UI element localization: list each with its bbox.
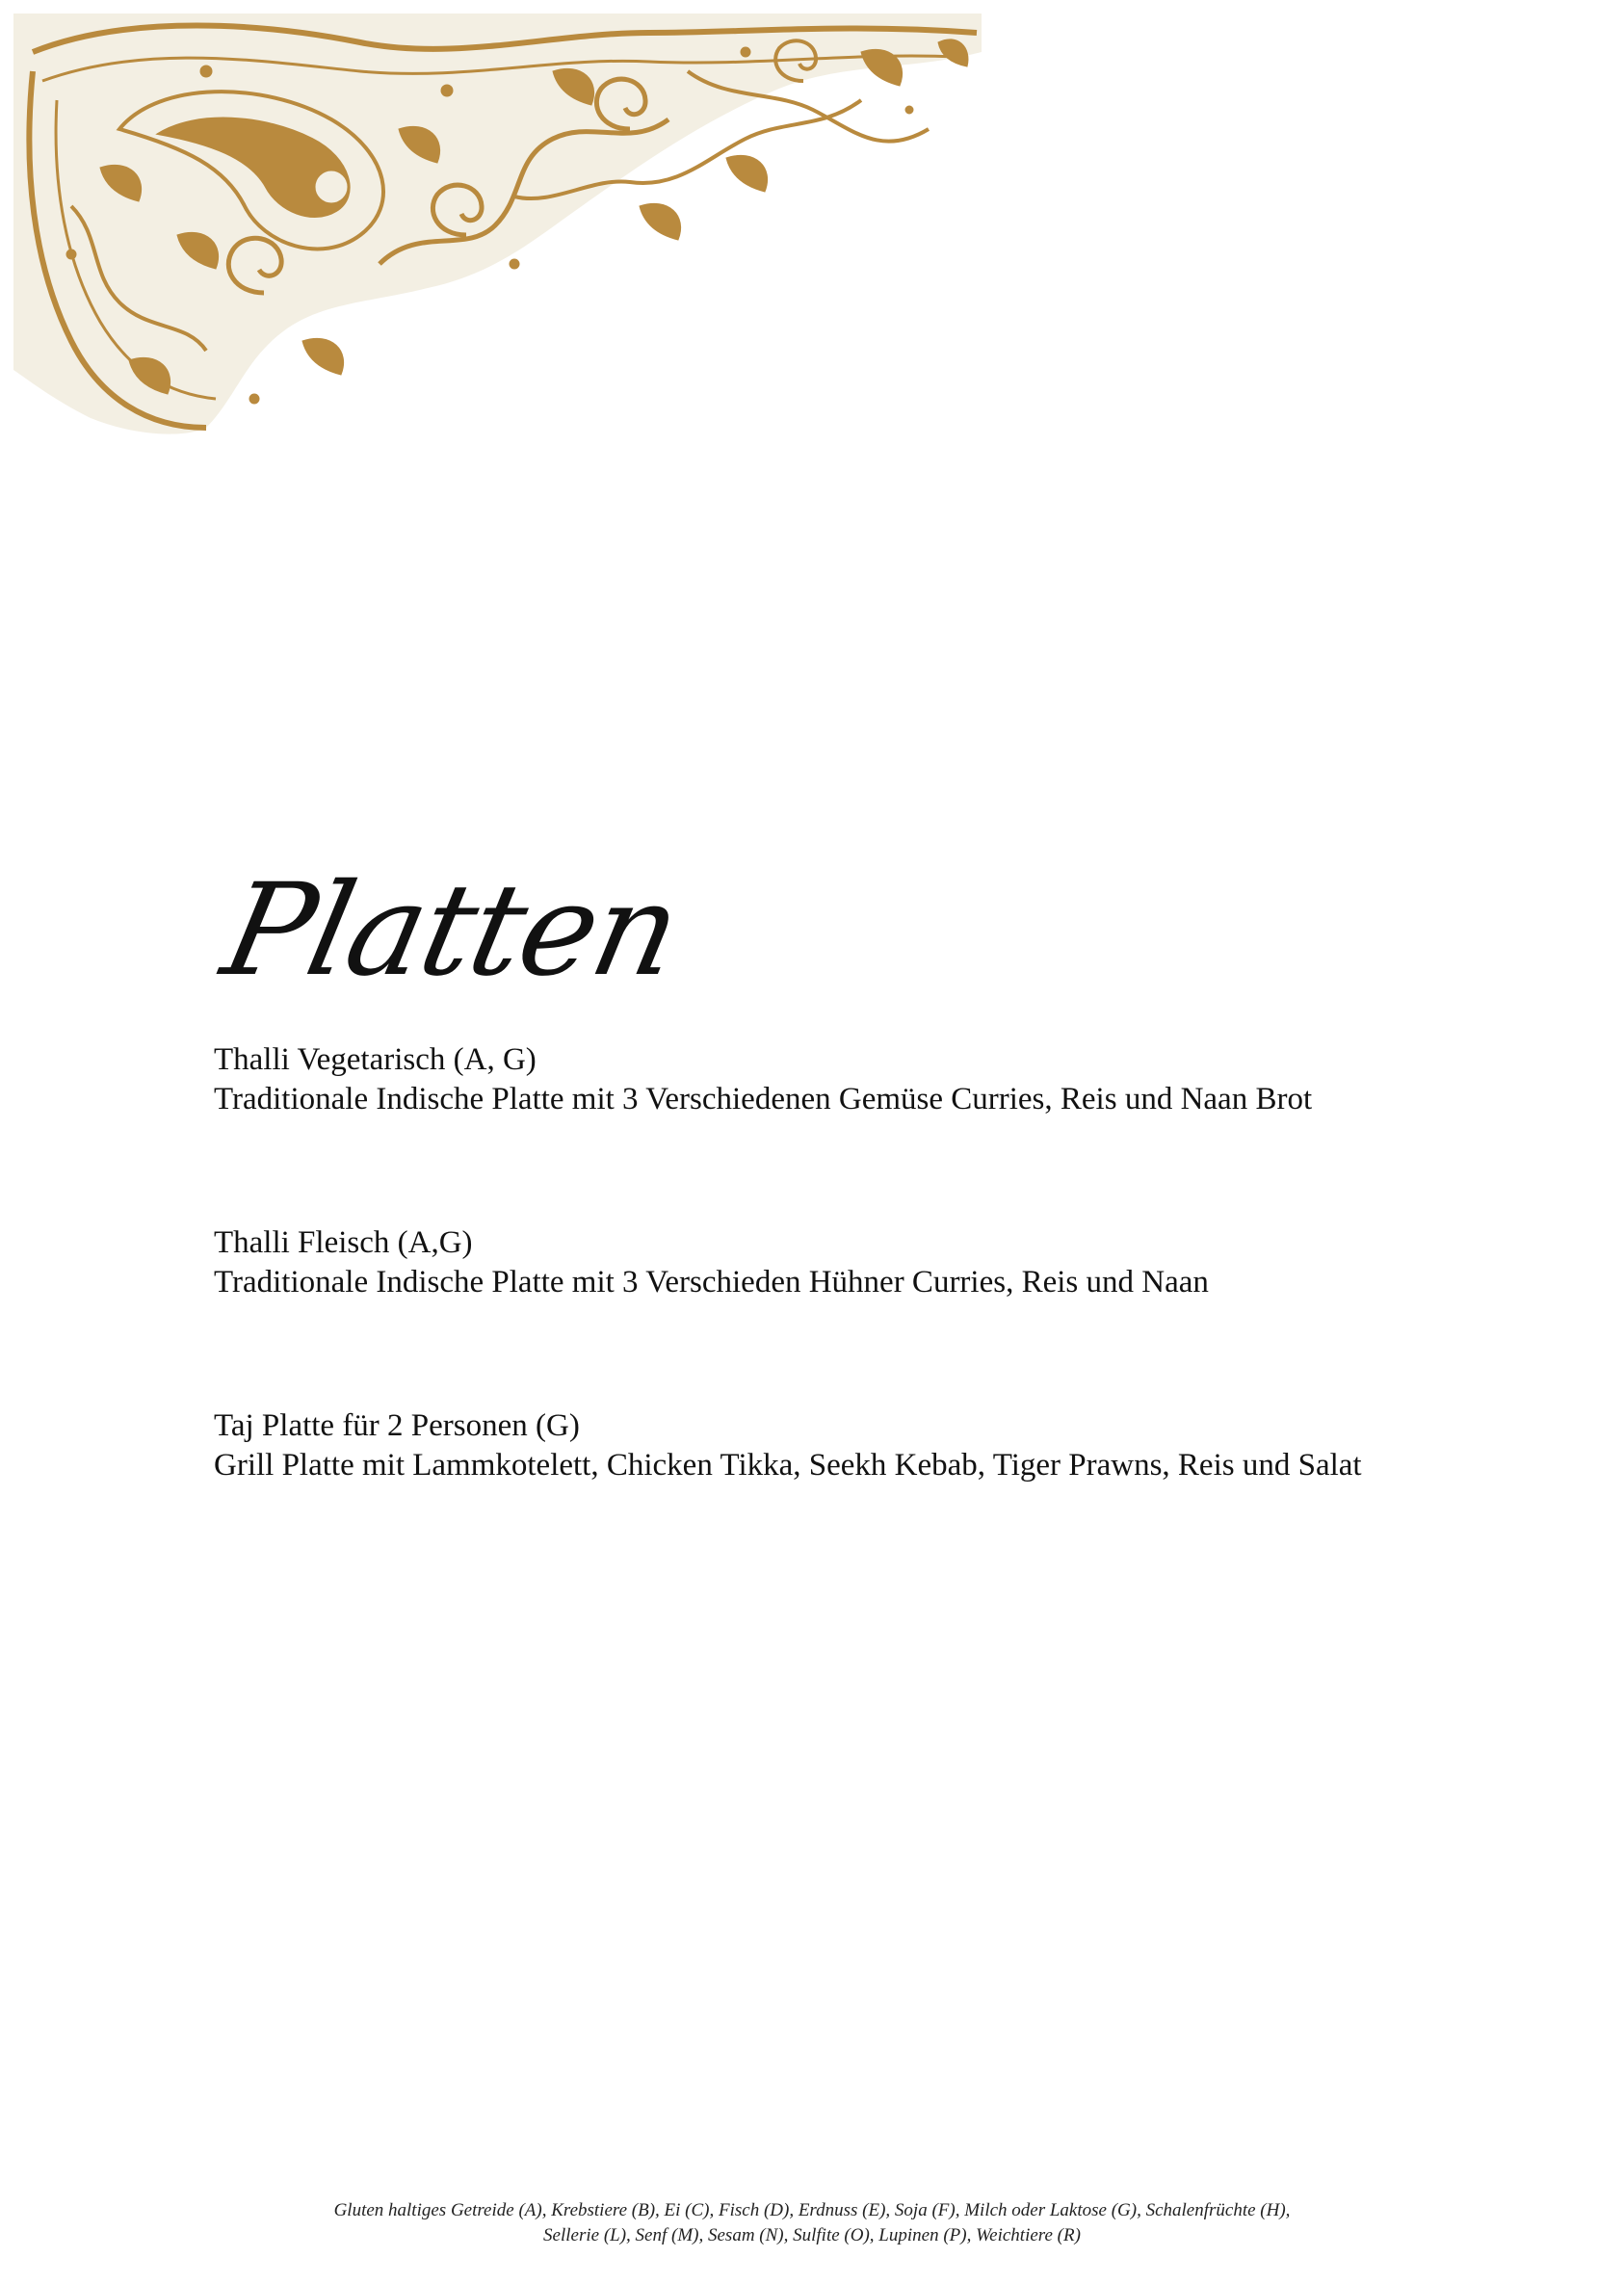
allergen-legend	[0, 2198, 1624, 2248]
menu-item	[214, 1406, 1466, 1485]
menu-item-list	[214, 1040, 1466, 1589]
menu-item-name: Taj Platte für 2 Personen (G)	[214, 1408, 580, 1443]
menu-item-description: Traditionale Indische Platte mit 3 Verschiedenen Gemüse Curries, Reis und Naan Brot	[214, 1082, 1313, 1116]
menu-item-description: Grill Platte mit Lammkotelett, Chicken Tikka, Seekh Kebab, Tiger Prawns, Reis und Salat	[214, 1448, 1362, 1483]
allergen-legend-line: Gluten haltiges Getreide (A), Krebstiere (B), Ei (C), Fisch (D), Erdnuss (E), Soja (F), Milch oder Laktose (G), Schalenfrüchte (H),	[333, 2200, 1291, 2220]
allergen-legend-line: Sellerie (L), Senf (M), Sesam (N), Sulfite (O), Lupinen (P), Weichtiere (R)	[543, 2225, 1081, 2245]
paisley-floral-ornament	[13, 13, 982, 437]
menu-item-name: Thalli Vegetarisch (A, G)	[214, 1042, 537, 1077]
menu-item-description: Traditionale Indische Platte mit 3 Verschieden Hühner Curries, Reis und Naan	[214, 1265, 1209, 1300]
menu-item	[214, 1223, 1466, 1302]
page-title: Platten	[211, 856, 692, 1005]
menu-item	[214, 1040, 1466, 1119]
menu-item-name: Thalli Fleisch (A,G)	[214, 1225, 473, 1260]
